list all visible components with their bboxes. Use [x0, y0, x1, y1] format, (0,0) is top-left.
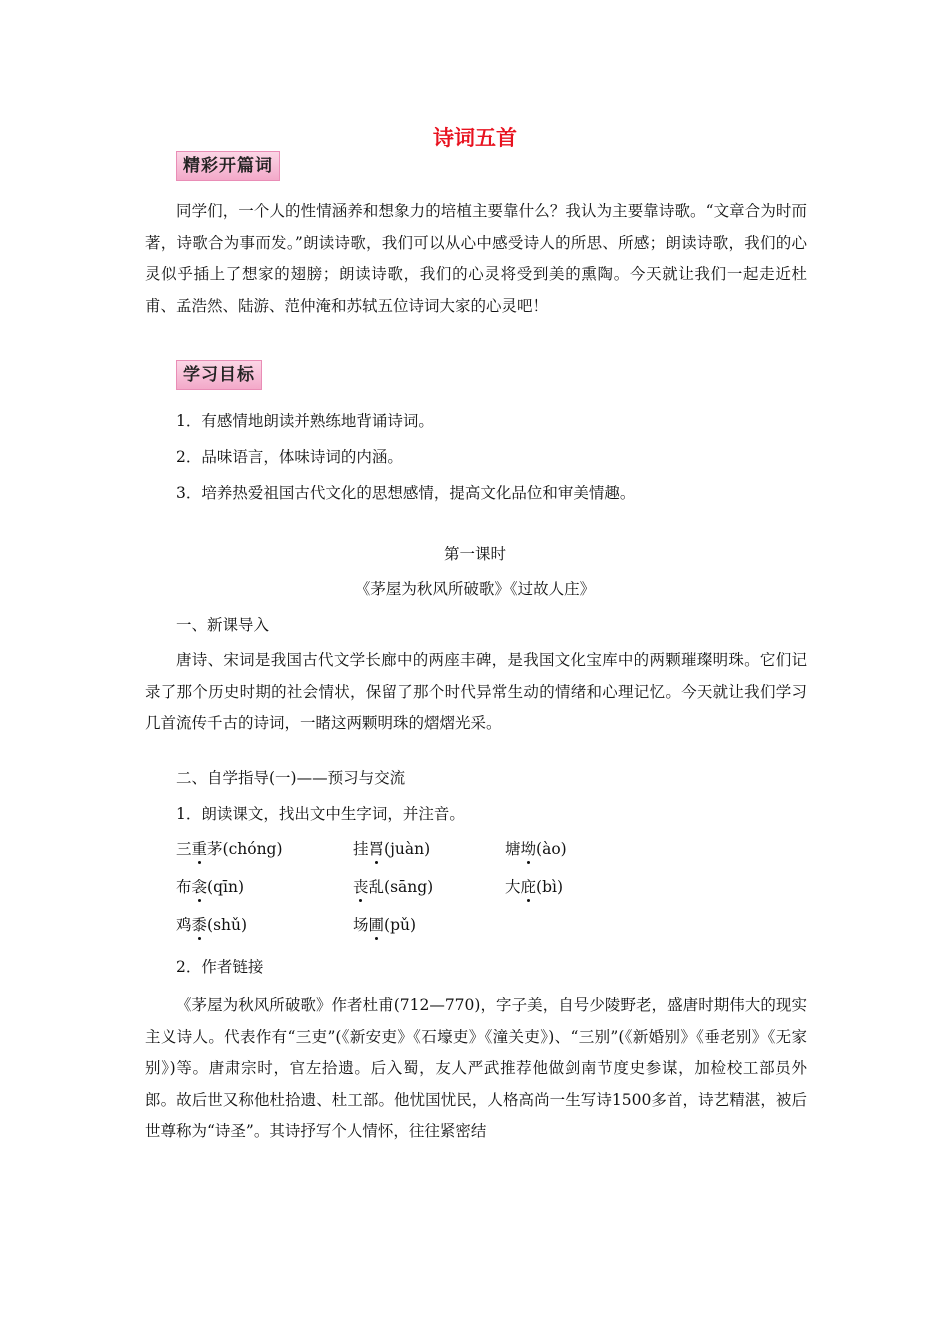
section-heading: 一、新课导入 [176, 616, 270, 634]
list-item: 2．作者链接 [176, 958, 264, 976]
section-intro-paragraph: 唐诗、宋词是我国古代文学长廊中的两座丰碑，是我国文化宝库中的两颗璀璨明珠。它们记录了那个历史时期的社会情状，保留了那个时代异常生动的情绪和心理记忆。今天就让我们学习几首流传千古的诗词，一睹这两颗明珠的熠熠光采。 [145, 651, 807, 732]
goal-item: 3．培养热爱祖国古代文化的思想感情，提高文化品位和审美情趣。 [176, 484, 636, 502]
page-title: 诗词五首 [433, 126, 517, 150]
vocab-item: 三重茅(chóng) [176, 840, 283, 858]
vocab-item: 场圃(pǔ) [353, 916, 417, 934]
vocab-item: 大庇(bì) [505, 878, 564, 896]
list-item: 1．朗读课文，找出文中生字词，并注音。 [176, 805, 465, 823]
intro-badge: 精彩开篇词 [176, 151, 280, 181]
vocab-item: 丧乱(sāng) [353, 878, 434, 896]
goal-item: 1．有感情地朗读并熟练地背诵诗词。 [176, 412, 434, 430]
goals-badge: 学习目标 [176, 360, 262, 390]
goal-item: 2．品味语言，体味诗词的内涵。 [176, 448, 403, 466]
lesson-subtitle: 《茅屋为秋风所破歌》《过故人庄》 [354, 580, 596, 598]
intro-paragraph: 同学们，一个人的性情涵养和想象力的培植主要靠什么？我认为主要靠诗歌。“文章合为时而著，诗歌合为事而发。”朗读诗歌，我们可以从心中感受诗人的所思、所感；朗读诗歌，我们的心灵似乎插上了想家的翅膀；朗读诗歌，我们的心灵将受到美的熏陶。今天就让我们一起走近杜甫、孟浩然、陆游、范仲淹和苏轼五位诗词大家的心灵吧！ [145, 202, 807, 315]
vocab-item: 塘坳(ào) [505, 840, 567, 858]
author-paragraph: 《茅屋为秋风所破歌》作者杜甫(712—770)，字子美，自号少陵野老，盛唐时期伟大的现实主义诗人。代表作有“三吏”(《新安吏》《石壕吏》《潼关吏》)、“三别”(《新婚别》《垂老别》《无家别》)等。唐肃宗时，官左拾遗。后入蜀，友人严武推荐他做剑南节度史参谋，加检校工部员外郎。故后世又称他杜拾遗、杜工部。他忧国忧民，人格高尚一生写诗1500多首，诗艺精湛，被后世尊称为“诗圣”。其诗抒写个人情怀，往往紧密结 [145, 996, 807, 1140]
vocab-item: 鸡黍(shǔ) [176, 916, 248, 934]
section-heading: 二、自学指导(一)——预习与交流 [176, 769, 406, 787]
vocab-item: 布衾(qīn) [176, 878, 244, 896]
vocab-item: 挂罥(juàn) [353, 840, 431, 858]
lesson-heading: 第一课时 [443, 545, 506, 563]
